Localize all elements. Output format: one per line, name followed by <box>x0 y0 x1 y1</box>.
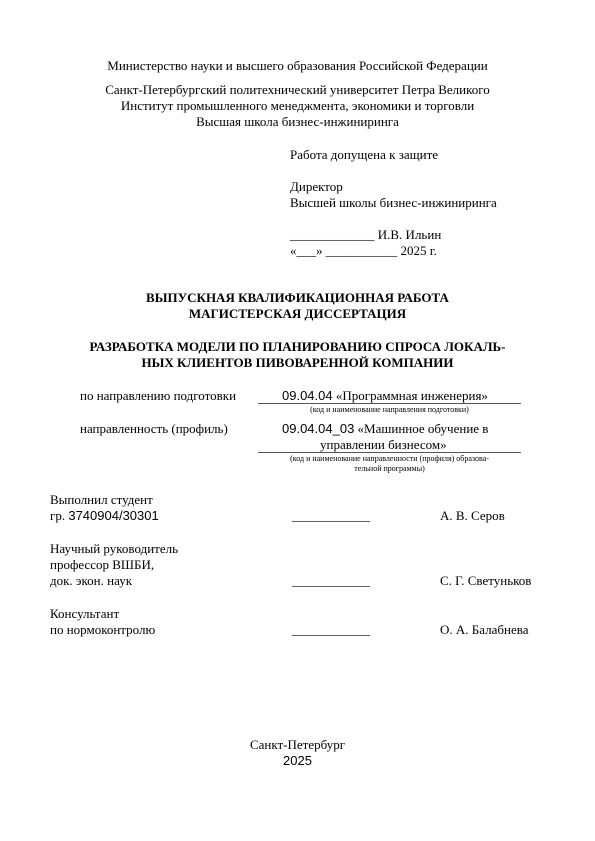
profile-value-line-1 <box>282 421 488 437</box>
supervisor-name: С. Г. Светуньков <box>440 573 532 588</box>
topic-title-line-2: НЫХ КЛИЕНТОВ ПИВОВАРЕННОЙ КОМПАНИИ <box>141 355 454 370</box>
consultant-name: О. А. Балабнева <box>440 622 529 637</box>
profile-caption-line-1: (код и наименование направленности (профиля) образова- <box>290 454 489 463</box>
director-position: Директор <box>290 179 343 194</box>
student-group-prefix: гр. <box>50 508 69 523</box>
university-line: Санкт-Петербургский политехнический университет Петра Великого <box>105 82 490 97</box>
profile-label: направленность (профиль) <box>80 421 228 436</box>
student-group-number: 3740904/30301 <box>68 508 159 523</box>
student-signature-blank: ____________ <box>292 508 370 523</box>
approval-date-line: «___» ___________ 2025 г. <box>290 243 437 258</box>
dissertation-type-title: МАГИСТЕРСКАЯ ДИССЕРТАЦИЯ <box>188 306 407 321</box>
institute-line: Институт промышленного менеджмента, экономики и торговли <box>120 98 475 113</box>
profile-name-line-2: управлении бизнесом» <box>320 437 447 452</box>
consultant-signature-blank: ____________ <box>292 622 370 637</box>
student-group-line <box>50 508 159 524</box>
direction-name: «Программная инженерия» <box>332 388 488 403</box>
director-signature-line: _____________ И.В. Ильин <box>290 227 442 242</box>
consultant-area: по нормоконтролю <box>50 622 156 637</box>
topic-title-line-1: РАЗРАБОТКА МОДЕЛИ ПО ПЛАНИРОВАНИЮ СПРОСА ЛОКАЛЬ- <box>89 339 506 354</box>
footer-city: Санкт-Петербург <box>249 737 346 752</box>
direction-label: по направлению подготовки <box>80 388 237 403</box>
supervisor-degree: док. экон. наук <box>50 573 133 588</box>
consultant-role: Консультант <box>50 606 120 621</box>
footer-year: 2025 <box>283 753 312 768</box>
supervisor-position: профессор ВШБИ, <box>50 557 155 572</box>
supervisor-role: Научный руководитель <box>50 541 179 556</box>
profile-code: 09.04.04_03 <box>282 421 355 436</box>
supervisor-signature-blank: ____________ <box>292 573 370 588</box>
school-line: Высшая школа бизнес-инжиниринга <box>196 114 399 129</box>
direction-underline <box>258 403 521 404</box>
ministry-line: Министерство науки и высшего образования Российской Федерации <box>107 58 488 73</box>
profile-underline <box>258 452 521 453</box>
work-type-title: ВЫПУСКНАЯ КВАЛИФИКАЦИОННАЯ РАБОТА <box>146 290 449 305</box>
profile-name-line-1: «Машинное обучение в <box>354 421 489 436</box>
direction-value <box>282 388 488 404</box>
direction-caption: (код и наименование направления подготовки) <box>310 405 469 414</box>
director-unit: Высшей школы бизнес-инжиниринга <box>290 195 497 210</box>
profile-caption-line-2: тельной программы) <box>354 464 425 473</box>
student-name: А. В. Серов <box>440 508 505 523</box>
student-role: Выполнил студент <box>50 492 153 507</box>
admitted-text: Работа допущена к защите <box>290 147 439 162</box>
direction-code: 09.04.04 <box>282 388 333 403</box>
